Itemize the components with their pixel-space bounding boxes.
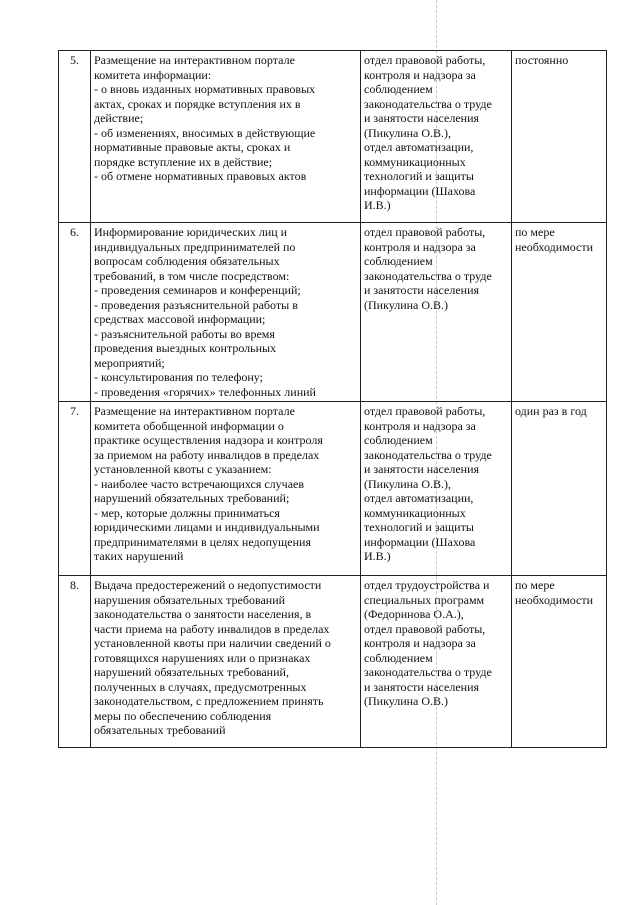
responsible-line: отдел правовой работы, [364, 621, 486, 636]
action-line: установленной квоты с указанием: [94, 462, 272, 476]
action-line: - проведения разъяснительной работы в [94, 297, 298, 312]
row-number: 8. [59, 576, 91, 748]
action-line: средствах массовой информации; [94, 312, 266, 326]
measures-table [58, 50, 607, 748]
responsible-line: информации (Шахова [364, 183, 476, 198]
action-line: нарушений обязательных требований; [94, 491, 290, 505]
responsible-line: специальных программ [364, 592, 485, 607]
action-line: порядке вступление их в действие; [94, 154, 273, 169]
responsible-line: И.В.) [364, 198, 391, 212]
table-row [59, 223, 607, 402]
responsible-line: отдел правовой работы, [364, 404, 486, 418]
responsible-line: соблюдением [364, 254, 433, 268]
responsible-line: технологий и защиты [364, 169, 474, 183]
table-row [59, 576, 607, 748]
responsible-line: отдел автоматизации, [364, 491, 474, 505]
responsible-line: соблюдением [364, 650, 433, 665]
term-line: постоянно [515, 53, 569, 67]
responsible-line: отдел автоматизации, [364, 140, 474, 154]
term-cell [512, 576, 607, 748]
action-line: действие; [94, 111, 144, 125]
action-line: меры по обеспечению соблюдения [94, 708, 272, 723]
term-line: один раз в год [515, 404, 587, 418]
responsible-line: контроля и надзора за [364, 418, 476, 433]
action-line: - консультирования по телефону; [94, 370, 263, 384]
term-cell [512, 402, 607, 576]
responsible-cell [361, 402, 512, 576]
action-line: - наиболее часто встречающихся случаев [94, 476, 305, 491]
action-line: за приемом на работу инвалидов в пределах [94, 447, 320, 462]
responsible-line: информации (Шахова [364, 534, 476, 549]
term-line: по мере [515, 578, 555, 592]
row-number: 5. [59, 51, 91, 223]
action-line: нарушений обязательных требований, [94, 665, 289, 679]
responsible-line: коммуникационных [364, 154, 466, 169]
action-line: - об изменениях, вносимых в действующие [94, 125, 316, 140]
action-line: предпринимателями в целях недопущения [94, 534, 311, 549]
term-line: необходимости [515, 239, 594, 254]
action-line: установленной квоты при наличии сведений о [94, 636, 331, 650]
responsible-line: контроля и надзора за [364, 239, 476, 254]
responsible-line: контроля и надзора за [364, 636, 476, 650]
responsible-line: и занятости населения [364, 283, 480, 297]
action-line: комитета информации: [94, 67, 212, 82]
action-line: - мер, которые должны приниматься [94, 505, 280, 520]
action-line: Выдача предостережений о недопустимости [94, 578, 322, 592]
row-number: 6. [59, 223, 91, 402]
action-line: нормативные правовые акты, сроках и [94, 140, 291, 154]
row-number: 7. [59, 402, 91, 576]
responsible-line: законодательства о труде [364, 665, 492, 679]
responsible-line: контроля и надзора за [364, 67, 476, 82]
responsible-cell [361, 51, 512, 223]
action-line: части приема на работу инвалидов в пределах [94, 621, 330, 636]
action-line: - разъяснительной работы во время [94, 326, 275, 341]
responsible-line: и занятости населения [364, 111, 480, 125]
responsible-line: (Пикулина О.В.), [364, 476, 452, 491]
responsible-line: и занятости населения [364, 679, 480, 694]
action-line: актах, сроках и порядке вступления их в [94, 96, 301, 111]
responsible-line: соблюдением [364, 433, 433, 447]
action-line: готовящихся нарушениях или о признаках [94, 650, 311, 665]
action-line: индивидуальных предпринимателей по [94, 239, 296, 254]
responsible-line: коммуникационных [364, 505, 466, 520]
responsible-line: И.В.) [364, 549, 391, 563]
responsible-line: (Федоринова О.А.), [364, 607, 464, 621]
action-line: - проведения «горячих» телефонных линий [94, 384, 316, 399]
action-line: требований, в том числе посредством: [94, 268, 290, 283]
action-line: Информирование юридических лиц и [94, 225, 288, 239]
action-line: комитета обобщенной информации о [94, 418, 284, 433]
action-line: мероприятий; [94, 355, 165, 370]
responsible-cell [361, 576, 512, 748]
term-cell [512, 51, 607, 223]
action-line: Размещение на интерактивном портале [94, 53, 295, 67]
responsible-line: (Пикулина О.В.) [364, 694, 449, 708]
action-cell [91, 223, 361, 402]
responsible-line: законодательства о труде [364, 268, 492, 283]
action-line: - об отмене нормативных правовых актов [94, 169, 307, 183]
action-line: законодательства о занятости населения, в [94, 607, 312, 621]
responsible-line: законодательства о труде [364, 96, 492, 111]
responsible-line: отдел правовой работы, [364, 225, 486, 239]
action-line: нарушения обязательных требований [94, 592, 286, 607]
responsible-line: законодательства о труде [364, 447, 492, 462]
term-line: необходимости [515, 592, 594, 607]
table-row [59, 51, 607, 223]
action-line: - о вновь изданных нормативных правовых [94, 82, 316, 96]
action-line: - проведения семинаров и конференций; [94, 283, 301, 297]
action-line: юридическими лицами и индивидуальными [94, 520, 320, 534]
action-line: полученных в случаях, предусмотренных [94, 679, 307, 694]
responsible-line: и занятости населения [364, 462, 480, 476]
responsible-cell [361, 223, 512, 402]
term-line: по мере [515, 225, 555, 239]
action-line: вопросам соблюдения обязательных [94, 254, 280, 268]
action-cell [91, 576, 361, 748]
action-line: Размещение на интерактивном портале [94, 404, 295, 418]
responsible-line: отдел правовой работы, [364, 53, 486, 67]
term-cell [512, 223, 607, 402]
responsible-line: соблюдением [364, 82, 433, 96]
action-line: таких нарушений [94, 549, 184, 563]
responsible-line: (Пикулина О.В.) [364, 297, 449, 312]
responsible-line: отдел трудоустройства и [364, 578, 490, 592]
table-row [59, 402, 607, 576]
action-line: практике осуществления надзора и контроля [94, 433, 323, 447]
action-cell [91, 51, 361, 223]
action-line: законодательством, с предложением принять [94, 694, 324, 708]
action-line: обязательных требований [94, 723, 226, 737]
responsible-line: технологий и защиты [364, 520, 474, 534]
action-cell [91, 402, 361, 576]
action-line: проведения выездных контрольных [94, 341, 277, 355]
responsible-line: (Пикулина О.В.), [364, 125, 452, 140]
